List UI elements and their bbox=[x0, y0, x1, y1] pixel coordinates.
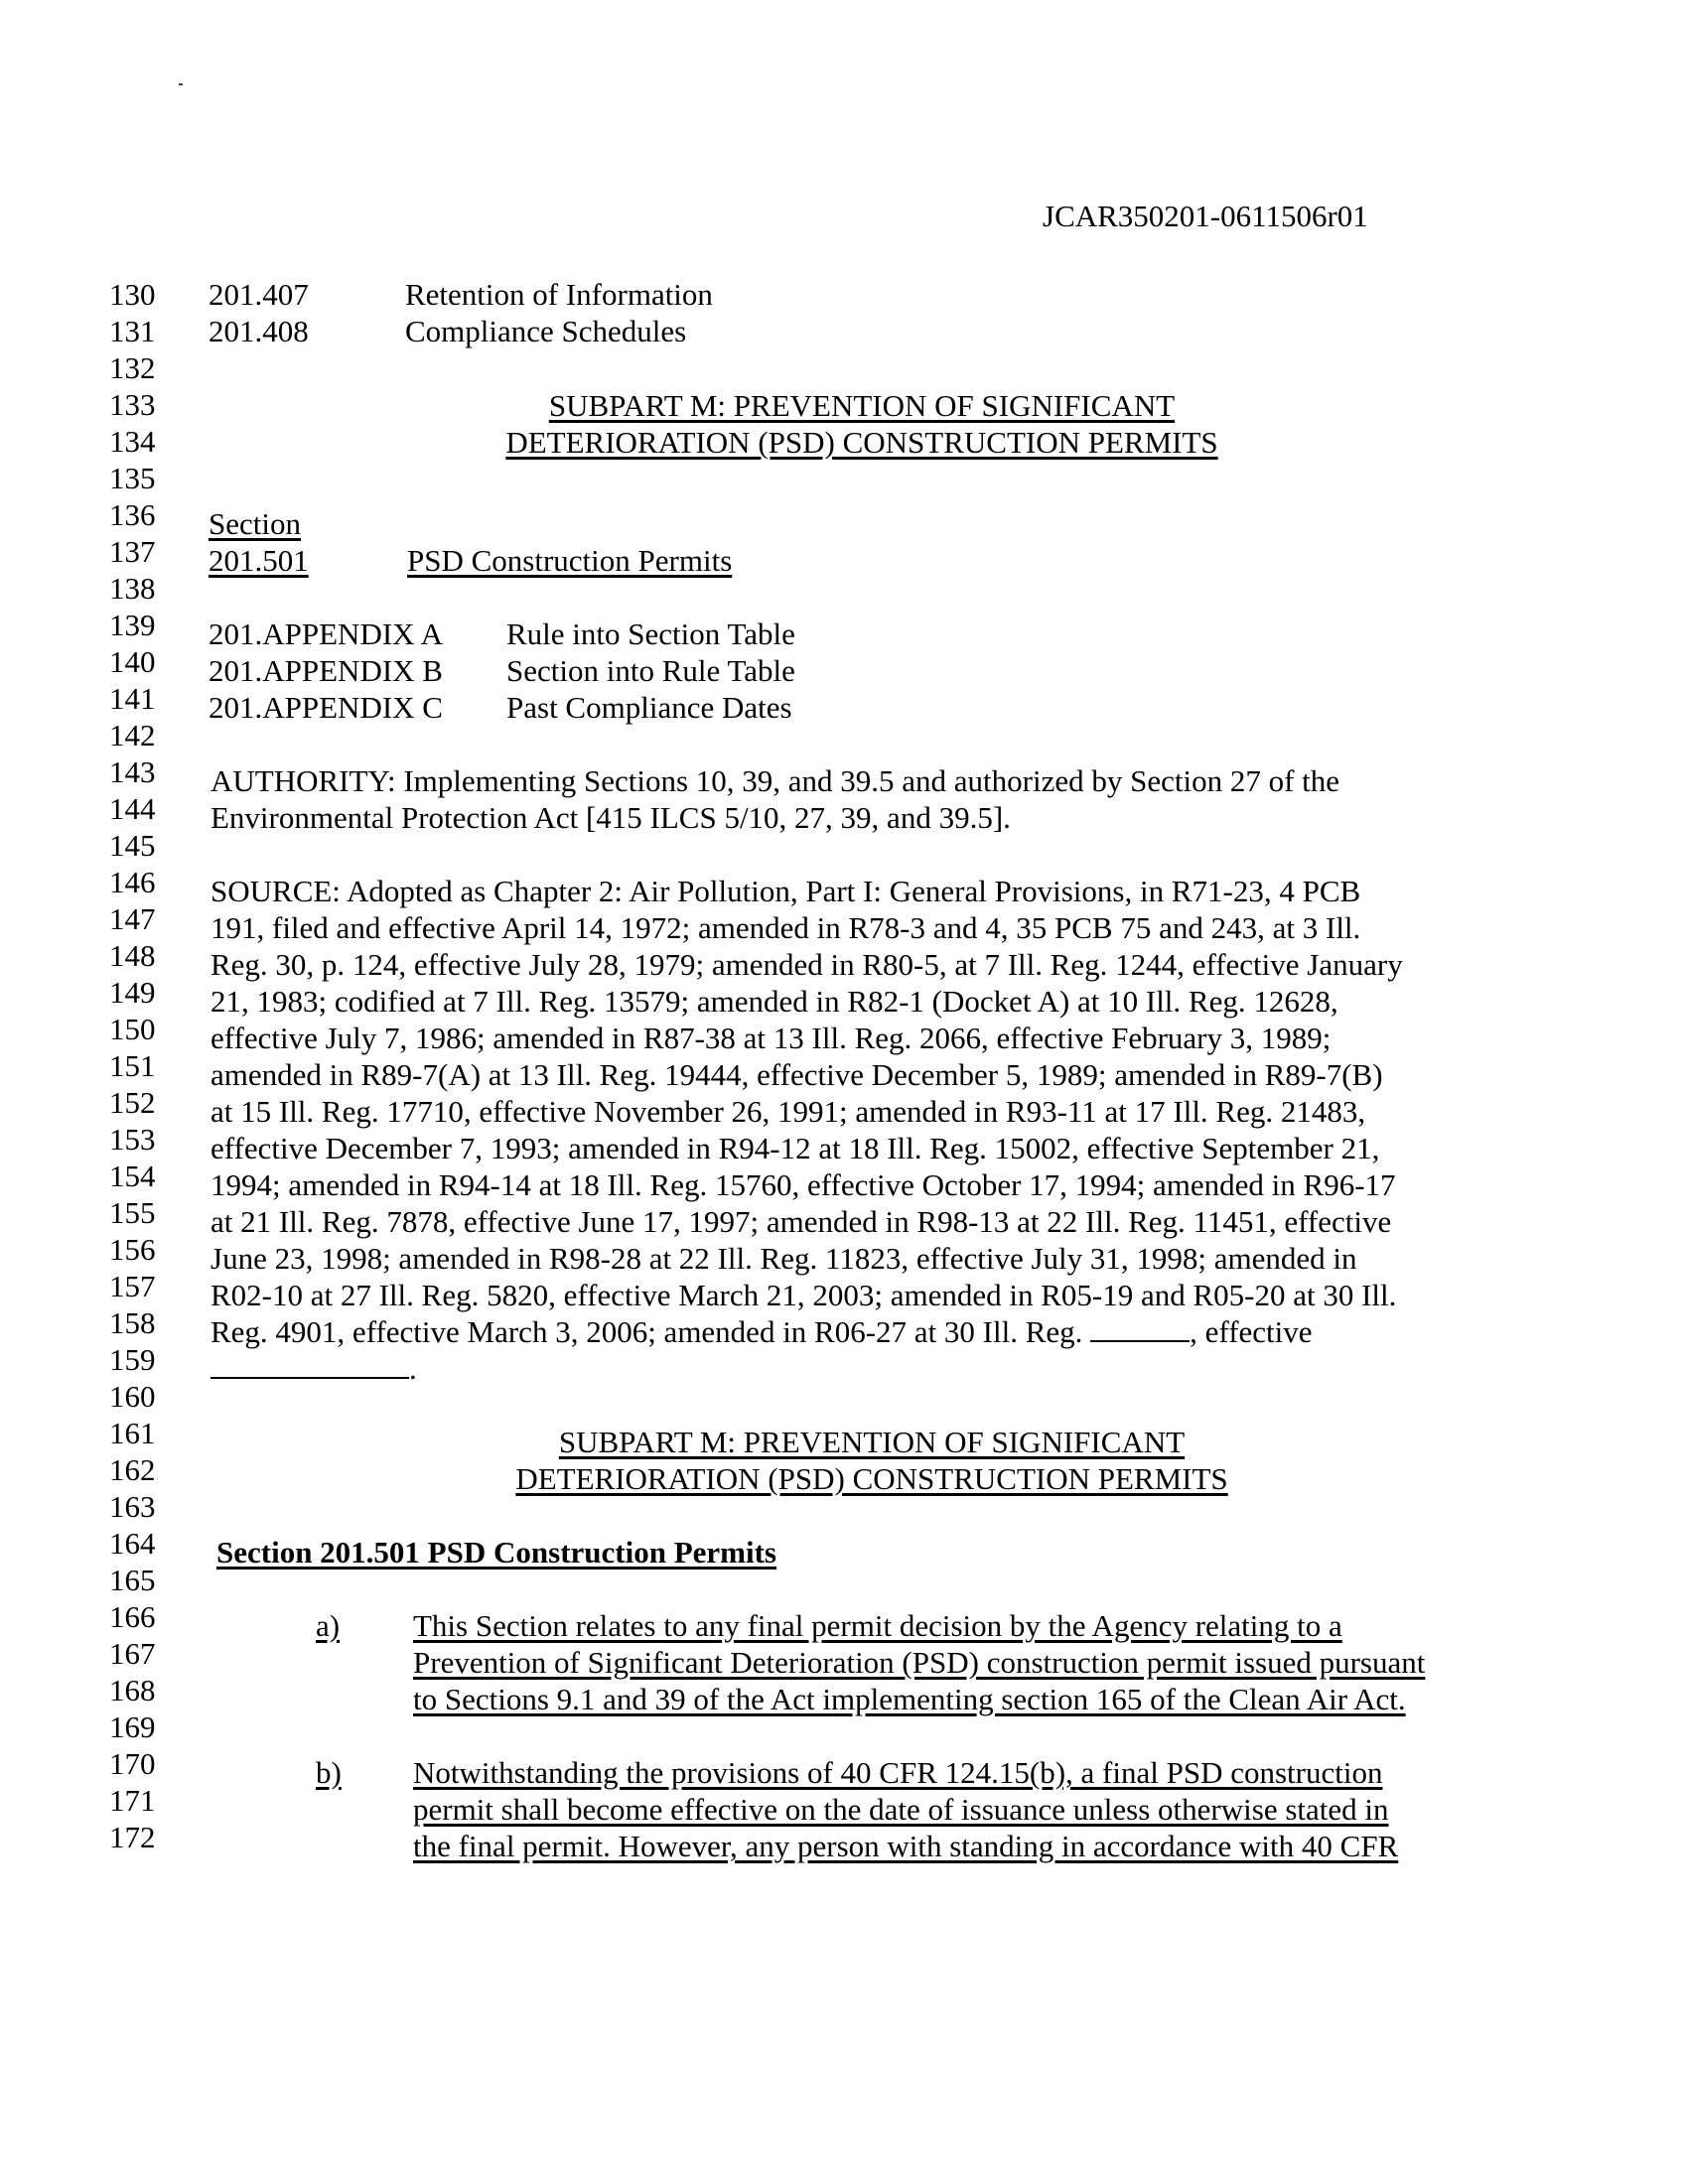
toc-subpart-heading-line2: DETERIORATION (PSD) CONSTRUCTION PERMITS bbox=[505, 425, 1218, 460]
document-id: JCAR350201-0611506r01 bbox=[1043, 199, 1368, 233]
source-line: effective December 7, 1993; amended in R94-12 at 18 Ill. Reg. 15002, effective September 21, bbox=[210, 1131, 1380, 1165]
source-line: 191, filed and effective April 14, 1972; amended in R78-3 and 4, 35 PCB 75 and 243, at 3 Ill. bbox=[210, 910, 1361, 945]
line-number: 137 bbox=[109, 534, 156, 569]
line-number: 153 bbox=[109, 1122, 156, 1157]
line-number: 172 bbox=[109, 1820, 156, 1854]
line-number: 155 bbox=[109, 1195, 156, 1230]
line-number: 151 bbox=[109, 1048, 156, 1083]
paragraph-line: the final permit. However, any person with standing in accordance with 40 CFR bbox=[413, 1829, 1399, 1863]
line-number: 141 bbox=[109, 681, 156, 716]
line-number: 169 bbox=[109, 1709, 156, 1744]
source-line: Reg. 30, p. 124, effective July 28, 1979; amended in R80-5, at 7 Ill. Reg. 1244, effective January bbox=[210, 947, 1403, 982]
line-number: 138 bbox=[109, 571, 156, 606]
line-number: 130 bbox=[109, 277, 156, 312]
line-number: 154 bbox=[109, 1159, 156, 1193]
toc-section-label: Section bbox=[209, 506, 301, 541]
effective-date-blank bbox=[210, 1353, 409, 1379]
line-number: 139 bbox=[109, 608, 156, 642]
line-number: 146 bbox=[109, 865, 156, 899]
toc-appendix-title: Past Compliance Dates bbox=[506, 690, 792, 725]
line-number: 160 bbox=[109, 1379, 156, 1414]
toc-appendix-number: 201.APPENDIX C bbox=[209, 690, 443, 725]
line-number: 149 bbox=[109, 975, 156, 1010]
line-number: 134 bbox=[109, 424, 156, 459]
line-number: 152 bbox=[109, 1085, 156, 1120]
toc-section-title: Retention of Information bbox=[405, 277, 713, 312]
paragraph-line: to Sections 9.1 and 39 of the Act implementing section 165 of the Clean Air Act. bbox=[413, 1682, 1406, 1716]
authority-line: Environmental Protection Act [415 ILCS 5/10, 27, 39, and 39.5]. bbox=[210, 800, 1011, 835]
source-line: at 15 Ill. Reg. 17710, effective November 26, 1991; amended in R93-11 at 17 Ill. Reg. 21483, bbox=[210, 1094, 1366, 1129]
line-number: 150 bbox=[109, 1012, 156, 1046]
line-number: 167 bbox=[109, 1636, 156, 1671]
line-number: 145 bbox=[109, 828, 156, 863]
line-number: 156 bbox=[109, 1232, 156, 1267]
line-number: 148 bbox=[109, 938, 156, 973]
paragraph-label: b) bbox=[316, 1755, 342, 1790]
subpart-heading-line1: SUBPART M: PREVENTION OF SIGNIFICANT bbox=[558, 1425, 1186, 1459]
line-number: 164 bbox=[109, 1526, 156, 1561]
source-line: effective July 7, 1986; amended in R87-38 at 13 Ill. Reg. 2066, effective February 3, 1989; bbox=[210, 1021, 1332, 1055]
line-number: 132 bbox=[109, 350, 156, 385]
register-page-blank bbox=[1090, 1316, 1190, 1342]
line-number: 142 bbox=[109, 718, 156, 752]
toc-subpart-heading-line1: SUBPART M: PREVENTION OF SIGNIFICANT bbox=[548, 388, 1176, 423]
line-number: 168 bbox=[109, 1673, 156, 1707]
toc-appendix-title: Rule into Section Table bbox=[506, 616, 795, 651]
toc-section-number: 201.501 bbox=[209, 543, 309, 578]
source-line-text: Reg. 4901, effective March 3, 2006; amended in R06-27 at 30 Ill. Reg. bbox=[210, 1314, 1091, 1349]
source-final-period: . bbox=[409, 1351, 417, 1386]
line-number: 165 bbox=[109, 1563, 156, 1597]
line-number: 133 bbox=[109, 387, 156, 422]
line-number: 157 bbox=[109, 1269, 156, 1303]
source-line bbox=[210, 1314, 1313, 1350]
paragraph-line: Prevention of Significant Deterioration (PSD) construction permit issued pursuant bbox=[413, 1645, 1426, 1680]
line-number: 171 bbox=[109, 1783, 156, 1818]
line-number: 147 bbox=[109, 901, 156, 936]
line-number: 135 bbox=[109, 461, 156, 495]
source-line: R02-10 at 27 Ill. Reg. 5820, effective March 21, 2003; amended in R05-19 and R05-20 at 30 Ill. bbox=[210, 1278, 1397, 1312]
paragraph-label: a) bbox=[316, 1608, 341, 1643]
toc-section-number: 201.408 bbox=[209, 314, 309, 348]
source-line-text: , effective bbox=[1190, 1314, 1313, 1349]
source-line: at 21 Ill. Reg. 7878, effective June 17, 1997; amended in R98-13 at 22 Ill. Reg. 11451, effective bbox=[210, 1204, 1392, 1239]
section-heading: Section 201.501 PSD Construction Permits bbox=[216, 1535, 776, 1570]
source-line: amended in R89-7(A) at 13 Ill. Reg. 19444, effective December 5, 1989; amended in R89-7(B) bbox=[210, 1057, 1383, 1092]
line-number: 170 bbox=[109, 1746, 156, 1781]
line-number: 162 bbox=[109, 1452, 156, 1487]
source-line: June 23, 1998; amended in R98-28 at 22 Ill. Reg. 11823, effective July 31, 1998; amended in bbox=[210, 1241, 1357, 1276]
line-number: 166 bbox=[109, 1599, 156, 1634]
line-number: 140 bbox=[109, 644, 156, 679]
toc-appendix-number: 201.APPENDIX B bbox=[209, 653, 443, 688]
subpart-heading-line2: DETERIORATION (PSD) CONSTRUCTION PERMITS bbox=[515, 1461, 1228, 1496]
line-number: 131 bbox=[109, 314, 156, 348]
stray-dot bbox=[179, 83, 183, 85]
toc-section-title: Compliance Schedules bbox=[405, 314, 687, 348]
toc-appendix-number: 201.APPENDIX A bbox=[209, 616, 443, 651]
toc-appendix-title: Section into Rule Table bbox=[506, 653, 795, 688]
source-line: 21, 1983; codified at 7 Ill. Reg. 13579; amended in R82-1 (Docket A) at 10 Ill. Reg. 12628, bbox=[210, 984, 1338, 1019]
toc-section-number: 201.407 bbox=[209, 277, 309, 312]
toc-section-title: PSD Construction Permits bbox=[407, 543, 733, 578]
source-line bbox=[210, 1351, 417, 1387]
source-line: SOURCE: Adopted as Chapter 2: Air Pollution, Part I: General Provisions, in R71-23, 4 PCB bbox=[210, 874, 1361, 908]
line-number: 143 bbox=[109, 754, 156, 789]
line-number: 136 bbox=[109, 497, 156, 532]
paragraph-line: Notwithstanding the provisions of 40 CFR 124.15(b), a final PSD construction bbox=[413, 1755, 1383, 1790]
paragraph-line: This Section relates to any final permit decision by the Agency relating to a bbox=[413, 1608, 1342, 1643]
line-number: 161 bbox=[109, 1416, 156, 1450]
line-number: 159 bbox=[109, 1342, 156, 1377]
line-number: 163 bbox=[109, 1489, 156, 1524]
authority-line: AUTHORITY: Implementing Sections 10, 39, and 39.5 and authorized by Section 27 of the bbox=[210, 763, 1340, 798]
line-number: 158 bbox=[109, 1305, 156, 1340]
line-number: 144 bbox=[109, 791, 156, 826]
paragraph-line: permit shall become effective on the date of issuance unless otherwise stated in bbox=[413, 1792, 1389, 1827]
source-line: 1994; amended in R94-14 at 18 Ill. Reg. 15760, effective October 17, 1994; amended in R96-17 bbox=[210, 1167, 1396, 1202]
